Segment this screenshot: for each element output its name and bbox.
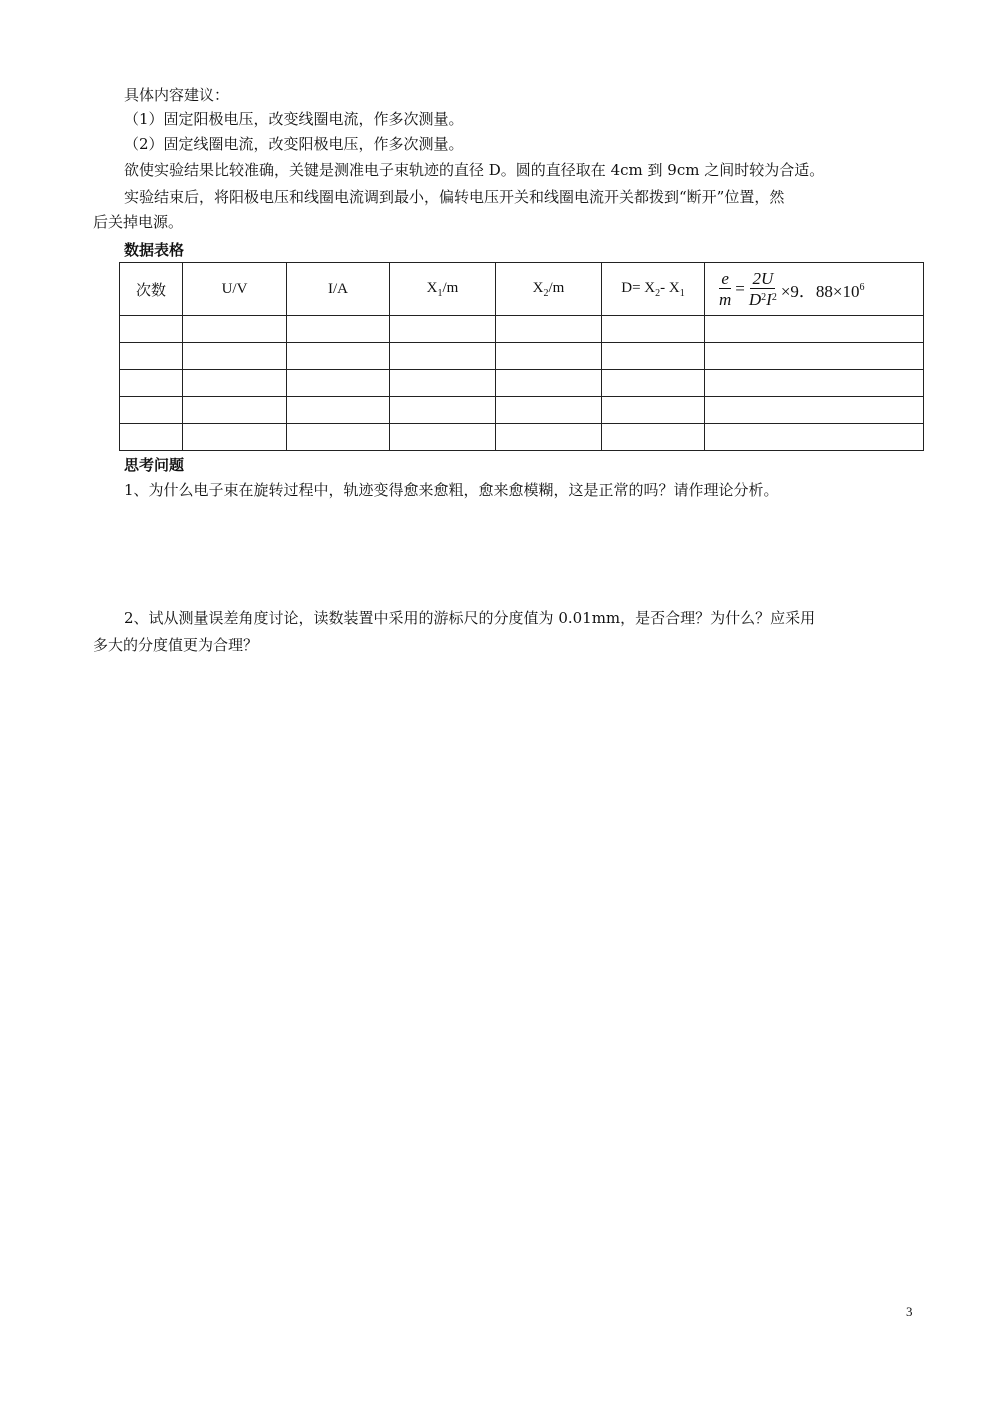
paragraph-item-1: （1）固定阳极电压，改变线圈电流，作多次测量。 <box>124 110 464 128</box>
header-x1: $X_1/m$ <box>390 263 496 316</box>
header-x2: $X_2/m$ <box>496 263 602 316</box>
question-2-line1: 2、试从测量误差角度讨论，读数装置中采用的游标尺的分度值为 0.01mm，是否合理？为什么？应采用 <box>124 609 816 627</box>
paragraph-suggestions-title: 具体内容建议： <box>124 86 230 104</box>
table-row <box>120 316 924 343</box>
header-current: I/A <box>287 263 390 316</box>
header-diameter: $D= X_2-$ $X_1$ <box>602 263 705 316</box>
questions-title: 思考问题 <box>124 456 185 474</box>
question-1: 1、为什么电子束在旋转过程中，轨迹变得愈来愈粗，愈来愈模糊，这是正常的吗？请作理论分析。 <box>124 481 779 499</box>
question-2-line2: 多大的分度值更为合理？ <box>93 636 259 654</box>
data-table <box>119 262 924 451</box>
header-formula <box>705 263 924 316</box>
table-header-row <box>120 263 924 316</box>
table-row <box>120 343 924 370</box>
paragraph-shutdown-line1: 实验结束后，将阳极电压和线圈电流调到最小，偏转电压开关和线圈电流开关都拨到“断开”位置，然 <box>124 188 785 206</box>
table-title: 数据表格 <box>124 241 185 259</box>
header-voltage: U/V <box>183 263 287 316</box>
paragraph-accuracy: 欲使实验结果比较准确，关键是测准电子束轨迹的直径 D。圆的直径取在 4cm 到 9cm 之间时较为合适。 <box>124 161 825 179</box>
em-formula: $\frac{e}{m}$ = $\frac{2U}{D^2I^2}$ ×9．88×10 $^6$ <box>719 268 865 309</box>
table-row <box>120 370 924 397</box>
formula-lhs-fraction: $\frac{e}{m}$ <box>719 268 732 309</box>
paragraph-shutdown-line2: 后关掉电源。 <box>93 213 184 231</box>
page-number: 3 <box>906 1304 913 1319</box>
table-row <box>120 424 924 451</box>
paragraph-item-2: （2）固定线圈电流，改变阳极电压，作多次测量。 <box>124 135 464 153</box>
header-count: 次数 <box>120 263 183 316</box>
table-row <box>120 397 924 424</box>
formula-rhs-fraction: $\frac{2U}{D^2I^2}$ <box>748 268 777 309</box>
